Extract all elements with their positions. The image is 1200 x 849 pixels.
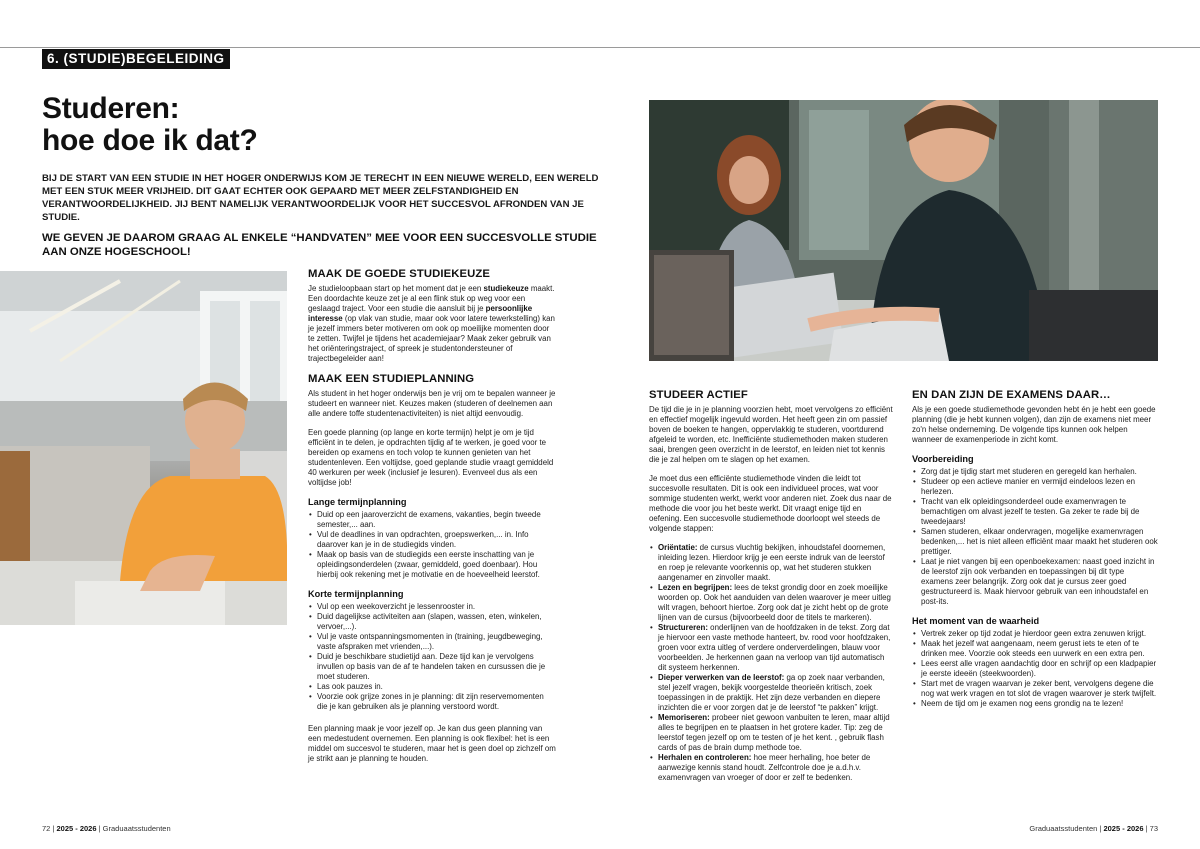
bold-segment: studiekeuze: [483, 284, 529, 293]
list-item: • Vul de deadlines in van opdrachten, groepswerken,... in. Info daarover kan je in de studiegids vinden.: [308, 530, 556, 550]
paragraph-planning-2: Een goede planning (op lange en korte termijn) helpt je om je tijd efficiënt in te delen, je opdrachten tijdig af te werken, je goed voor te bereiden op examens en toch volop te kunnen genieten van het studentenleven. Een voltijdse, goed geplande studie vraagt gemiddeld 40 werkuren per week (inclusief je lesuren). Evenveel dus als een voltijdse job!: [308, 428, 554, 487]
page-number-right: 73: [1149, 824, 1158, 833]
footer-right: [1029, 824, 1158, 833]
list-item: [649, 713, 894, 753]
list-lange-termijn: [308, 510, 556, 580]
list-item: • Studeer op een actieve manier en vermijd eindeloos lezen en herlezen.: [912, 477, 1158, 497]
text-segment: hoe meer herhaling, hoe beter de aanwezige kennis stand houdt. Zelfcontrole doe je a.d.h.v. examenvragen van vroeger of door er zelf te bedenken.: [658, 753, 871, 782]
footer-separator: |: [98, 824, 101, 833]
list-item: • Vertrek zeker op tijd zodat je hierdoor geen extra zenuwen krijgt.: [912, 629, 1158, 639]
list-item: • Las ook pauzes in.: [308, 682, 556, 692]
page-number-left: 72: [42, 824, 51, 833]
footer-years: 2025 - 2026: [56, 824, 97, 833]
text-segment: probeer niet gewoon vanbuiten te leren, maar altijd alles te begrijpen en te plaatsen in het grotere kader. Tip: zeg de leerstof tegen jezelf op om te testen of je het kent. , gebruik flash cards of pas de brain dump methode toe.: [658, 713, 890, 752]
footer-publication: Graduaatsstudenten: [1029, 824, 1098, 833]
lead-text: WE GEVEN JE DAAROM GRAAG AL ENKELE “HANDVATEN” MEE VOOR EEN SUCCESVOLLE STUDIE AAN ONZE HOGESCHOOL!: [42, 232, 597, 258]
list-item: • Maak het jezelf wat aangenaam, neem gerust iets te eten of te drinken mee. Voorzie ook steeds een uurwerk en een extra pen.: [912, 639, 1158, 659]
list-item: • Zorg dat je tijdig start met studeren en geregeld kan herhalen.: [912, 467, 1158, 477]
bold-segment: Memoriseren:: [658, 713, 710, 722]
heading-korte-termijn: Korte termijnplanning: [308, 589, 404, 599]
top-rule: [0, 47, 1200, 48]
paragraph-actief-2: Je moet dus een efficiënte studiemethode vinden die leidt tot succesvolle resultaten. Dit is ook een individueel proces, wat voor sommige studenten werkt, werkt voor anderen niet. Zoek dus naar de methode die voor jou het beste werkt. Dit vraagt enige tijd en oefening. Een succesvolle studiemethode doorloopt wel steeds de volgende stappen:: [649, 474, 892, 533]
list-moment-waarheid: [912, 629, 1158, 709]
photo-student-studying: [0, 271, 287, 625]
footer-left: [42, 824, 171, 833]
list-item: • Lees eerst alle vragen aandachtig door en schrijf op een kladpapier je eerste ideeën (steekwoorden).: [912, 659, 1158, 679]
list-item: • Laat je niet vangen bij een openboekexamen: naast goed inzicht in de leerstof zijn ook verbanden en toepassingen bij dit type examens zeer belangrijk. Zorg ook dat je cursus zeer goed gestructureerd is. Maak hiervoor gebruik van een inhoudstafel en post-its.: [912, 557, 1158, 607]
heading-lange-termijn: Lange termijnplanning: [308, 497, 407, 507]
title-line-2: hoe doe ik dat?: [42, 124, 258, 157]
paragraph-actief-1: De tijd die je in je planning voorzien hebt, moet vervolgens zo efficiënt en effectief mogelijk ingevuld worden. Het heeft geen zin om passief boven de boeken te hangen, oppervlakkig te studeren, voortdurend afgeleid te worden, etc. Inefficiënte studiemethoden maken studeren saai, brengen geen overzicht in de leerstof, en leiden niet tot kennis die je zal helpen om te slagen op het examen.: [649, 405, 893, 464]
list-item: • Samen studeren, elkaar ondervragen, mogelijke examenvragen bedenken,... het is niet alleen efficiënt maar maakt het studeren ook prettiger.: [912, 527, 1158, 557]
list-item: • Maak op basis van de studiegids een eerste inschatting van je opleidingsonderdelen (zwaar, gemiddeld, goed doenbaar). Hou hierbij ook rekening met je motivatie en de hoeveelheid leerstof.: [308, 550, 556, 580]
text-segment: lees de tekst grondig door en zoek moeilijke woorden op. Ook het aanduiden van delen waarover je meer uitleg wilt vragen, behoort hiertoe. Zorg ook dat je zicht hebt op de grote lijnen van de cursus (bijvoorbeeld door de titels te markeren).: [658, 583, 891, 622]
text-segment: onderlijnen van de hoofdzaken in de tekst. Zorg dat je hiervoor een vaste methode hanteert, bv. rood voor hoofdzaken, groen voor extra uitleg of verdere onderverdelingen, blauw voor voorbeelden. Je herkennen gaan na verloop van tijd automatisch dit systeem herkennen.: [658, 623, 891, 672]
heading-examens: EN DAN ZIJN DE EXAMENS DAAR…: [912, 389, 1111, 401]
list-item: [649, 623, 894, 673]
list-item: [649, 753, 894, 783]
paragraph-planning-1: Als student in het hoger onderwijs ben je vrij om te bepalen wanneer je studeert en wanneer niet. Keuzes maken (studeren of deelnemen aan alle andere toffe studentenactiviteiten) is niet altijd eenvoudig.: [308, 389, 556, 418]
intro-text: BIJ DE START VAN EEN STUDIE IN HET HOGER ONDERWIJS KOM JE TERECHT IN EEN NIEUWE WERELD, EEN WERELD MET EEN STUK MEER VRIJHEID. DIT GAAT ECHTER OOK GEPAARD MET MEER ZELFSTANDIGHEID EN VERANTWOORDELIJKHEID. JIJ BENT NAMELIJK VERANTWOORDELIJK VOOR HET SUCCESVOL AFRONDEN VAN JE STUDIE.: [42, 173, 599, 223]
bold-segment: Herhalen en controleren:: [658, 753, 752, 762]
text-segment: ga op zoek naar verbanden, stel jezelf vragen, bekijk voorgestelde theorieën kritisch, zoek toepassingen in de praktijk. Het zijn deze verbanden en diepere inzichten die er voor zorgen dat je de leerstof “te pakken” krijgt.: [658, 673, 885, 712]
text-segment: maakt. Een doordachte keuze zet je al een flink stuk op weg voor een geslaagd traject. Voor een studie die aansluit bij je: [308, 284, 555, 313]
list-item: • Duid op een jaaroverzicht de examens, vakanties, begin tweede semester,... aan.: [308, 510, 556, 530]
heading-studieplanning: MAAK EEN STUDIEPLANNING: [308, 373, 475, 385]
heading-studeer-actief: STUDEER ACTIEF: [649, 389, 748, 401]
list-item: • Vul je vaste ontspanningsmomenten in (training, jeugdbeweging, vaste afspraken met vrienden,...).: [308, 632, 556, 652]
photo-students-laptops: [649, 100, 1158, 361]
footer-publication: Graduaatsstudenten: [102, 824, 171, 833]
list-korte-termijn: [308, 602, 556, 712]
list-item: • Vul op een weekoverzicht je lessenrooster in.: [308, 602, 556, 612]
column-middle-text: [649, 389, 894, 792]
bold-segment: Oriëntatie:: [658, 543, 698, 552]
footer-years: 2025 - 2026: [1103, 824, 1144, 833]
list-item: • Tracht van elk opleidingsonderdeel oude examenvragen te bemachtigen om alvast jezelf te testen. Ga zeker te rade bij de tweedejaars!: [912, 497, 1158, 527]
bold-segment: Lezen en begrijpen:: [658, 583, 733, 592]
footer-separator: |: [52, 824, 55, 833]
footer-separator: |: [1145, 824, 1148, 833]
list-voorbereiding: [912, 467, 1158, 607]
list-item: [649, 673, 894, 713]
text-segment: de cursus vluchtig bekijken, inhoudstafel doornemen, inleiding lezen. Hierdoor krijg je een eerste indruk van de leerstof en roep je relevante voorkennis op, wat het studeren stukken aangenamer en zinvoller maakt.: [658, 543, 886, 582]
footer-separator: |: [1099, 824, 1102, 833]
paragraph-studiekeuze: [308, 284, 556, 364]
heading-moment-waarheid: Het moment van de waarheid: [912, 616, 1040, 626]
page-title: [42, 93, 542, 157]
list-item: • Neem de tijd om je examen nog eens grondig na te lezen!: [912, 699, 1158, 709]
list-item: • Duid dagelijkse activiteiten aan (slapen, wassen, eten, winkelen, vervoer,...).: [308, 612, 556, 632]
bold-segment: Dieper verwerken van de leerstof:: [658, 673, 785, 682]
column-right-text: [912, 389, 1158, 718]
photo-student-studying-illustration: [0, 271, 287, 625]
photo-students-laptops-illustration: [649, 100, 1158, 361]
list-item: • Start met de vragen waarvan je zeker bent, vervolgens degene die nog wat werk vragen en tot slot de vragen waarover je sterk twijfelt.: [912, 679, 1158, 699]
section-tag: 6. (STUDIE)BEGELEIDING: [42, 49, 230, 69]
list-item: [649, 543, 894, 583]
list-item: [649, 583, 894, 623]
paragraph-planning-closing: Een planning maak je voor jezelf op. Je kan dus geen planning van een medestudent overnemen. Een planning is ook flexibel: het is een middel om succesvol te studeren, maar het is geen doel op zichzelf om je strikt aan je planning te houden.: [308, 724, 556, 763]
heading-studiekeuze: MAAK DE GOEDE STUDIEKEUZE: [308, 268, 491, 280]
list-studiestappen: [649, 543, 894, 783]
list-item: • Duid je beschikbare studietijd aan. Deze tijd kan je vervolgens invullen op basis van de af te handelen taken en cursussen die je moet studeren.: [308, 652, 556, 682]
paragraph-examens: Als je een goede studiemethode gevonden hebt én je hebt een goede planning (die je hebt kunnen volgen), dan zijn de examens niet meer zo'n helse onderneming. De volgende tips kunnen ook helpen wanneer de examenperiode in zicht komt.: [912, 405, 1156, 444]
heading-voorbereiding: Voorbereiding: [912, 454, 974, 464]
title-line-1: Studeren:: [42, 92, 180, 125]
list-item: • Voorzie ook grijze zones in je planning: dit zijn reservemomenten die je kan gebruiken als je planning verstoord wordt.: [308, 692, 556, 712]
text-segment: (op vlak van studie, maar ook voor latere tewerkstelling) kan je jezelf immers beter motiveren om ook op moeilijke momenten door te zetten. Twijfel je tijdens het academiejaar? Maak zeker gebruik van het oriënteringstraject, of spreek je studentondersteuner of trajectbegeleider aan!: [308, 314, 555, 363]
bold-segment: Structureren:: [658, 623, 708, 632]
text-segment: Je studieloopbaan start op het moment dat je een: [308, 284, 484, 293]
bold-segment: persoonlijke interesse: [308, 304, 533, 323]
column-left-text: [308, 268, 556, 773]
